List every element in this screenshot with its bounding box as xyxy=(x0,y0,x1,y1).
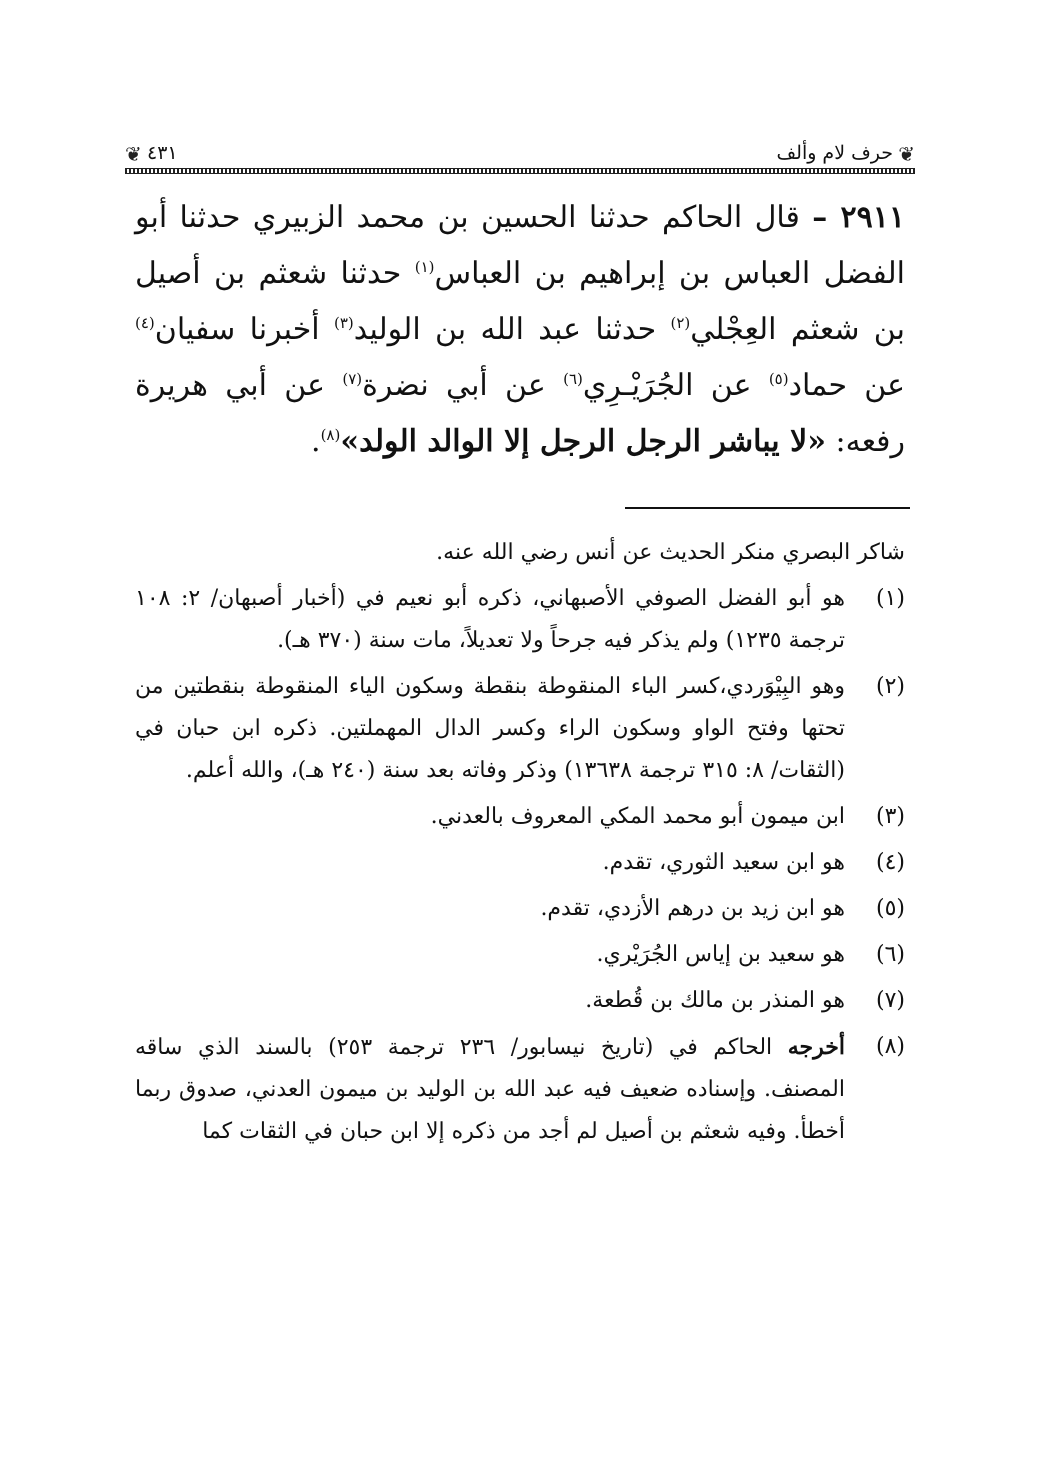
footnote-number: (٤) xyxy=(875,850,905,875)
footnote-ref[interactable]: (٣) xyxy=(333,314,354,332)
end-mark: . xyxy=(311,424,321,459)
footnote-item xyxy=(135,934,905,976)
running-header xyxy=(125,140,915,176)
isnad-part: عن أبي نضرة xyxy=(362,368,546,403)
footnote-number: (٥) xyxy=(875,896,905,921)
hadith-matn: «لا يباشر الرجل الرجل إلا الوالد الولد» xyxy=(340,424,826,459)
footnote-item xyxy=(135,1026,905,1153)
footnote-ref[interactable]: (٤) xyxy=(135,314,155,332)
footnote-item xyxy=(135,578,905,662)
isnad-part: عن حماد xyxy=(788,368,906,403)
footnote-ref[interactable]: (٧) xyxy=(342,370,363,388)
header-ornament-right-icon: ❦ xyxy=(898,142,915,166)
footnote-number: (٦) xyxy=(875,942,905,967)
footnote-number: (٨) xyxy=(875,1034,905,1059)
footnote-ref[interactable]: (٢) xyxy=(670,314,691,332)
footnote-item xyxy=(135,980,905,1022)
footnote-text: هو ابن سعيد الثوري، تقدم. xyxy=(602,850,845,875)
footnote-body: الحاكم في (تاريخ نيسابور/ ٢٣٦ ترجمة ٢٥٣) بالسند الذي ساقه المصنف. وإسناده ضعيف فيه عبد الله بن الوليد بن ميمون العدني، صدوق ربما أخطأ. وفيه شعثم بن أصيل لم أجد من ذكره إلا ابن حبان في الثقات كما xyxy=(135,1035,845,1144)
footnote-text: هو ابن زيد بن درهم الأزدي، تقدم. xyxy=(540,896,845,921)
footnote-lead-word: أخرجه xyxy=(787,1034,845,1060)
footnote-item xyxy=(135,666,905,792)
footnote-ref[interactable]: (١) xyxy=(414,258,435,276)
footnote-item xyxy=(135,888,905,930)
footnote-number: (١) xyxy=(875,586,905,611)
footnote-number: (٧) xyxy=(875,988,905,1013)
footnote-text xyxy=(135,1026,845,1153)
isnad-part: قال الحاكم حدثنا الحسين بن محمد الزبيري حدثنا أبو الفضل العباس بن إبراهيم بن العباس xyxy=(135,200,905,291)
hadith-number: ٢٩١١ – xyxy=(812,200,905,235)
footnote-text: ابن ميمون أبو محمد المكي المعروف بالعدني. xyxy=(430,804,845,829)
header-rule xyxy=(125,168,915,174)
footnotes xyxy=(135,532,905,1157)
footnote-item xyxy=(135,842,905,884)
footnote-number: (٣) xyxy=(875,804,905,829)
footnote-text: هو سعيد بن إياس الجُرَيْري. xyxy=(596,942,845,967)
page-number: ٤٣١ xyxy=(147,142,178,164)
hadith-text xyxy=(135,190,905,470)
isnad-part: أخبرنا سفيان xyxy=(154,312,320,347)
footnote-text: وهو البِيْوَردي،كسر الباء المنقوطة بنقطة وسكون الياء المنقوطة بنقطتين من تحتها وفتح الواو وسكون الراء وكسر الدال المهملتين. ذكره ابن حبان في (الثقات/ ٨: ٣١٥ ترجمة ١٣٦٣٨) وذكر وفاته بعد سنة (٢٤٠ هـ)، والله أعلم. xyxy=(135,674,845,783)
footnote-text: هو المنذر بن مالك بن قُطعة. xyxy=(585,988,845,1013)
footnote-ref[interactable]: (٥) xyxy=(768,370,789,388)
footnote-ref[interactable]: (٨) xyxy=(320,426,341,444)
footnote-text: هو أبو الفضل الصوفي الأصبهاني، ذكره أبو نعيم في (أخبار أصبهان/ ٢: ١٠٨ ترجمة ١٢٣٥) ولم يذكر فيه جرحاً ولا تعديلاً، مات سنة (٣٧٠ هـ). xyxy=(135,586,845,653)
isnad-part: حدثنا عبد الله بن الوليد xyxy=(353,312,657,347)
footnote-ref[interactable]: (٦) xyxy=(563,370,583,388)
chapter-title: حرف لام وألف xyxy=(776,142,893,164)
header-ornament-left-icon: ❦ xyxy=(125,142,142,166)
footnote-continuation: شاكر البصري منكر الحديث عن أنس رضي الله عنه. xyxy=(436,540,905,565)
isnad-part: حدثنا شعثم بن أصيل بن شعثم العِجْلي xyxy=(135,256,905,347)
footnote-item xyxy=(135,796,905,838)
footnote-separator xyxy=(625,507,910,509)
isnad-part: عن الجُرَيْـرِي xyxy=(582,368,752,403)
footnote-number: (٢) xyxy=(875,674,905,699)
isnad-part: عن أبي هريرة رفعه: xyxy=(135,368,905,459)
